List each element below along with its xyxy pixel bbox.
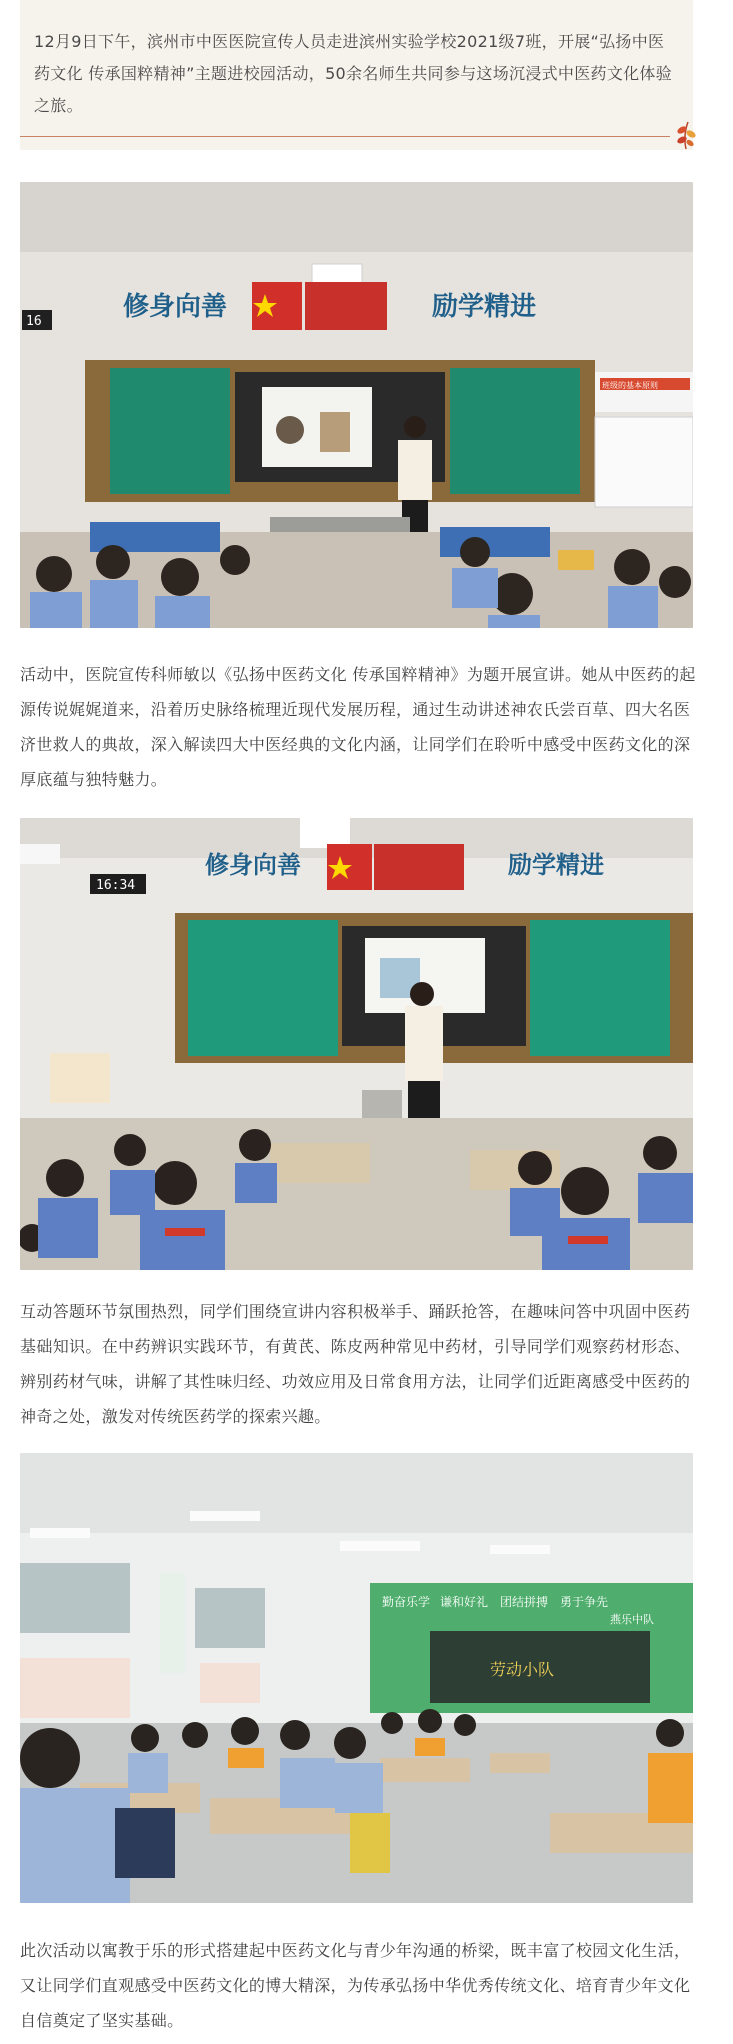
board-title: 劳动小队: [490, 1660, 555, 1679]
intro-box: [20, 0, 693, 150]
notice-title: 班级的基本原则: [602, 381, 658, 390]
banner-right-text: 励学精进: [432, 292, 537, 322]
banner-left-text-2: 修身向善: [205, 851, 301, 879]
slogan-2: 谦和好礼: [440, 1595, 489, 1609]
classroom-photo-3: [20, 1453, 693, 1903]
paragraph-3: 此次活动以寓教于乐的形式搭建起中医药文化与青少年沟通的桥梁，既丰富了校园文化生活，又让同学们直观感受中医药文化的博大精深，为传承弘扬中华优秀传统文化、培育青少年文化自信奠定了坚实基础。: [20, 1941, 691, 2030]
banner-right-text-2: 励学精进: [508, 851, 604, 879]
paragraph-2: 互动答题环节氛围热烈，同学们围绕宣讲内容积极举手、踊跃抢答，在趣味问答中巩固中医药基础知识。在中药辨识实践环节，有黄芪、陈皮两种常见中药材，引导同学们观察药材形态、辨别药材气味，讲解了其性味归经、功效应用及日常食用方法，让同学们近距离感受中医药的神奇之处，激发对传统医药学的探索兴趣。: [20, 1302, 691, 1426]
leaf-decoration-icon: [674, 120, 698, 150]
intro-text: 12月9日下午，滨州市中医医院宣传人员走进滨州实验学校2021级7班，开展“弘扬中医药文化 传承国粹精神”主题进校园活动，50余名师生共同参与这场沉浸式中医药文化体验之旅。: [34, 32, 673, 115]
paragraph-1: 活动中，医院宣传科师敏以《弘扬中医药文化 传承国粹精神》为题开展宣讲。她从中医药的起源传说娓娓道来，沿着历史脉络梳理近现代发展历程，通过生动讲述神农氏尝百草、四大名医济世救人的典故，深入解读四大中医经典的文化内涵，让同学们在聆听中感受中医药文化的深厚底蕴与独特魅力。: [20, 665, 696, 789]
banner-left-text: 修身向善: [123, 292, 228, 322]
divider-line: [20, 136, 670, 137]
slogan-3: 团结拼搏: [500, 1595, 549, 1609]
clock-display: 16: [26, 314, 42, 329]
classroom-photo-2: [20, 818, 693, 1270]
slogan-1: 勤奋乐学: [382, 1595, 431, 1609]
classroom-photo-1: [20, 182, 693, 628]
class-name: 燕乐中队: [610, 1613, 654, 1626]
slogan-4: 勇于争先: [560, 1595, 609, 1609]
clock-display-2: 16:34: [96, 878, 136, 893]
